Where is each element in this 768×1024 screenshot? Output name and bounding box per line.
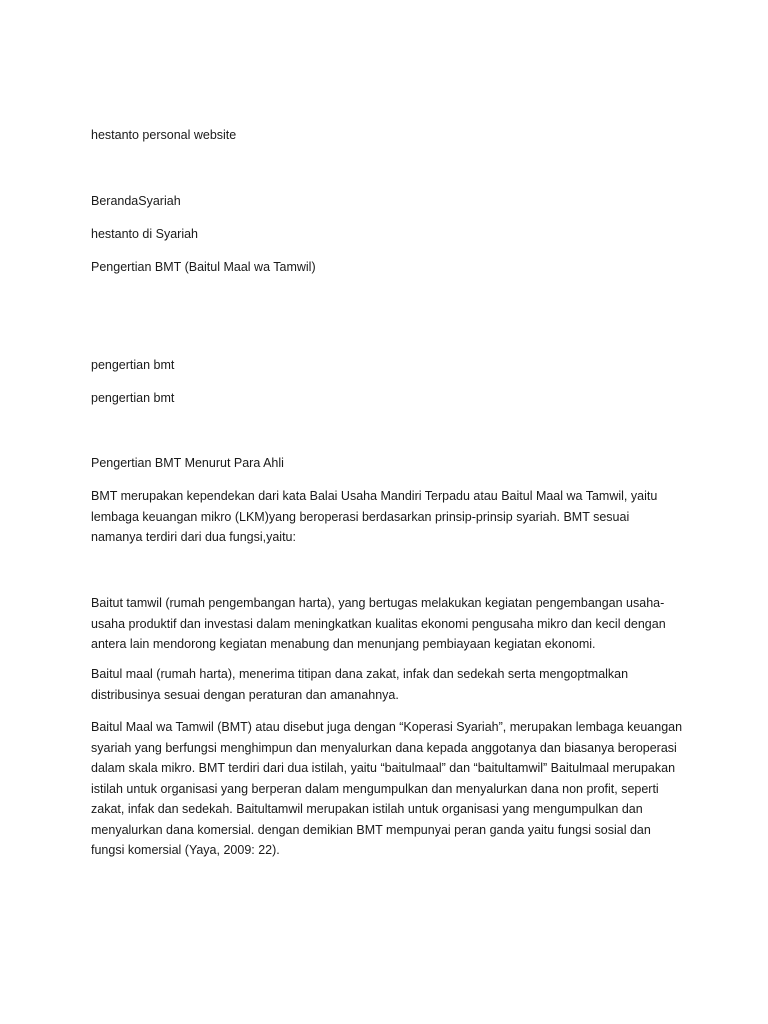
image-alt-text-1: pengertian bmt [91,358,175,372]
paragraph-bmt-definition: Baitul Maal wa Tamwil (BMT) atau disebut juga dengan “Koperasi Syariah”, merupakan lembaga keuangan syariah yang berfungsi menghimpun dan menyalurkan dana kepada anggotanya dan biasanya beroperasi dalam skala mikro. BMT terdiri dari dua istilah, yaitu “baitulmaal” dan “baitultamwil” Baitulmaal merupakan istilah untuk organisasi yang berperan dalam mengumpulkan dan menyalurkan dana non profit, seperti zakat, infak dan sedekah. Baitultamwil merupakan istilah untuk organisasi yang mengumpulkan dan menyalurkan dana komersial. dengan demikian BMT mempunyai peran ganda yaitu fungsi sosial dan fungsi komersial (Yaya, 2009: 22). [91,720,683,857]
author-line: hestanto di Syariah [91,227,199,241]
section-heading: Pengertian BMT Menurut Para Ahli [91,456,284,470]
post-title: Pengertian BMT (Baitul Maal wa Tamwil) [91,260,316,274]
paragraph-intro: BMT merupakan kependekan dari kata Balai Usaha Mandiri Terpadu atau Baitul Maal wa Tamwil, yaitu lembaga keuangan mikro (LKM)yang beroperasi berdasarkan prinsip-prinsip syariah. BMT sesuai namanya terdiri dari dua fungsi,yaitu: [91,489,658,544]
breadcrumb[interactable]: BerandaSyariah [91,194,181,208]
paragraph-baitut-tamwil: Baitut tamwil (rumah pengembangan harta), yang bertugas melakukan kegiatan pengembangan usaha-usaha produktif dan investasi dalam meningkatkan kualitas ekonomi pengusaha mikro dan kecil dengan antera lain mendorong kegiatan menabung dan menunjang pembiayaan kegiatan ekonomi. [91,596,666,651]
paragraph-baitul-maal: Baitul maal (rumah harta), menerima titipan dana zakat, infak dan sedekah serta mengoptmalkan distribusinya sesuai dengan peraturan dan amanahnya. [91,667,629,702]
image-alt-text-2: pengertian bmt [91,391,175,405]
site-title: hestanto personal website [91,128,237,142]
